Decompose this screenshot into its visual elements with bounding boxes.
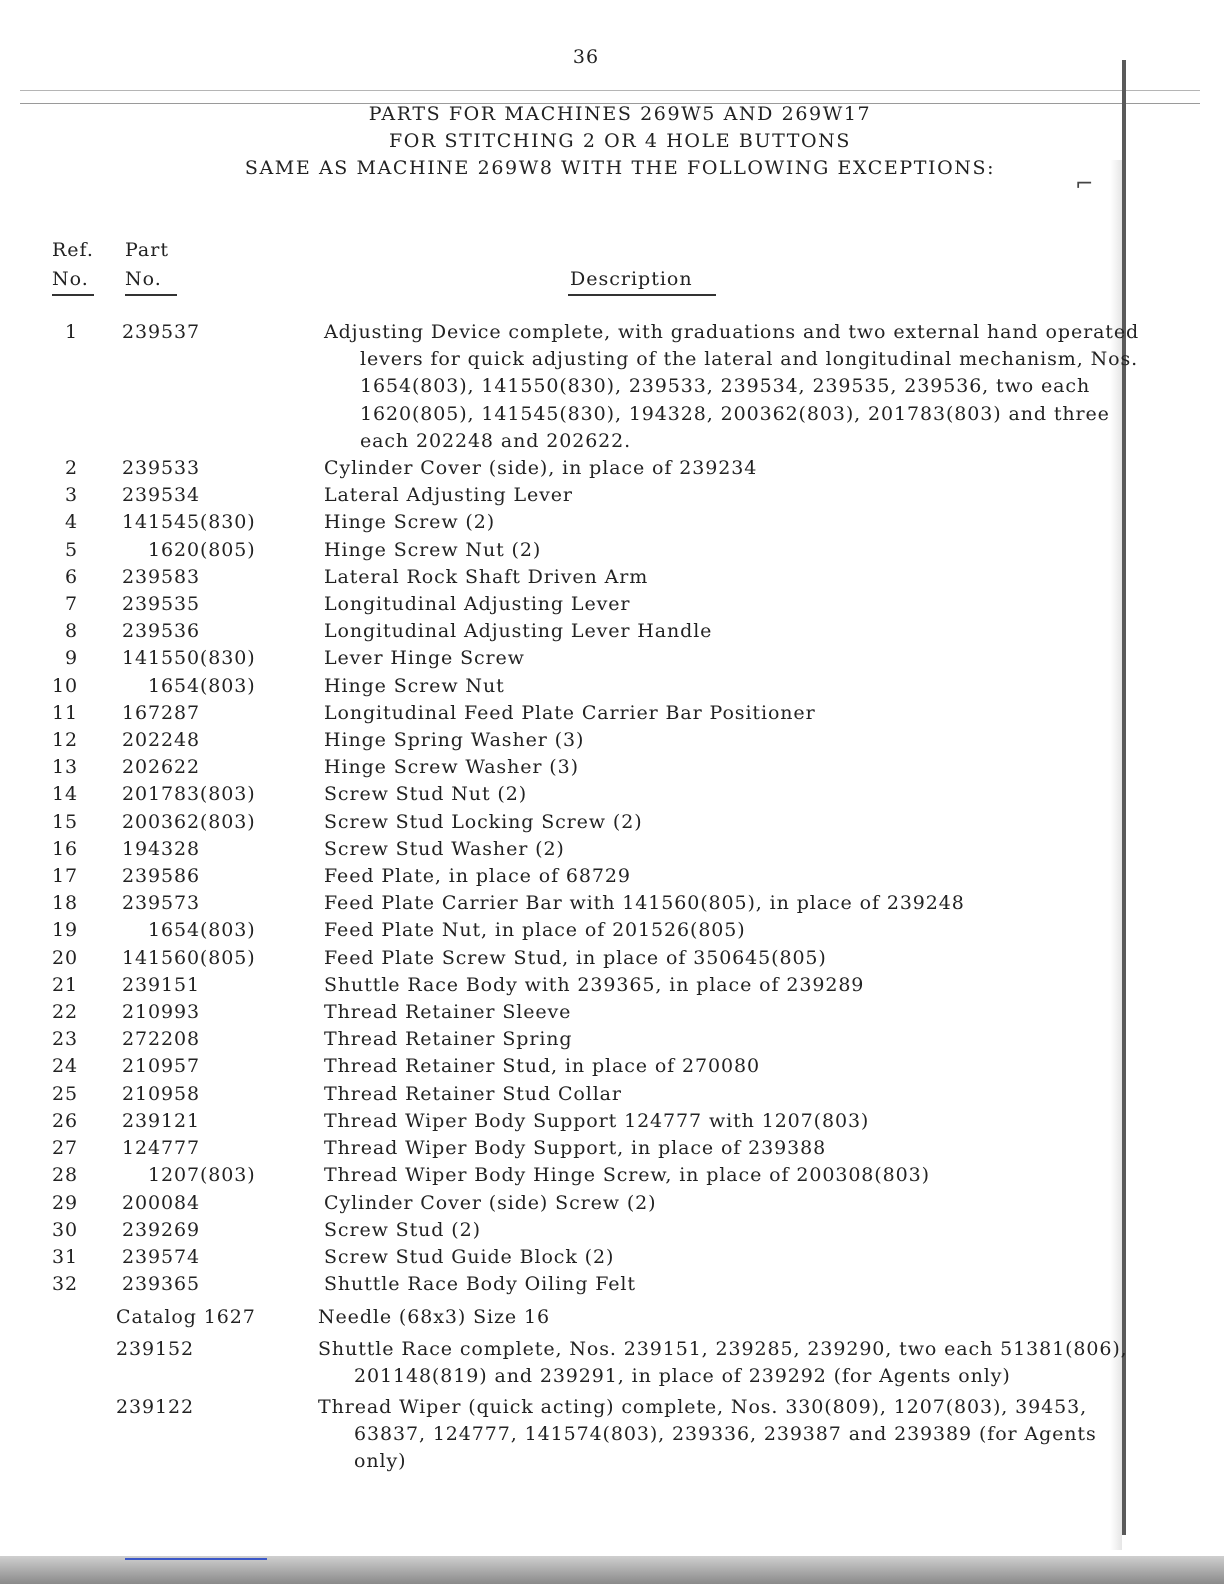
part-description: Thread Retainer Stud, in place of 270080: [324, 1055, 760, 1078]
ref-number: 3: [65, 484, 78, 507]
part-number: 239269: [122, 1218, 200, 1241]
ref-number: 30: [52, 1218, 78, 1241]
table-row: [0, 482, 1224, 509]
ref-header-underline: [52, 294, 94, 296]
table-row: [0, 945, 1224, 972]
part-number: 167287: [122, 701, 200, 724]
part-number: 239365: [122, 1273, 200, 1296]
part-description: Cylinder Cover (side), in place of 239234: [324, 457, 758, 480]
part-description: Hinge Screw Nut (2): [324, 538, 542, 561]
part-number: 239122: [116, 1395, 194, 1418]
part-number: 202622: [122, 756, 200, 779]
part-description: Feed Plate Carrier Bar with 141560(805), in place of 239248: [324, 892, 965, 915]
table-row: [0, 1190, 1224, 1217]
part-description: Thread Retainer Sleeve: [324, 1001, 572, 1024]
table-row: [0, 645, 1224, 672]
title-line-3: SAME AS MACHINE 269W8 WITH THE FOLLOWING EXCEPTIONS:: [244, 157, 996, 179]
ref-number: 4: [65, 511, 78, 534]
page-number: 36: [572, 46, 600, 68]
ref-number: 13: [52, 756, 78, 779]
table-row: [0, 972, 1224, 999]
part-number: 201783(803): [122, 783, 256, 806]
page-edge-bottom: [0, 1556, 1224, 1584]
table-row: [0, 1244, 1224, 1271]
part-description: Shuttle Race complete, Nos. 239151, 239285, 239290, two each 51381(806), 201148(819) and 239291, in place of 239292 (for Agents only): [318, 1337, 1128, 1387]
ref-number: 21: [52, 973, 78, 996]
part-number: 141550(830): [122, 647, 256, 670]
ref-number-empty: [0, 1336, 78, 1390]
ref-number: 9: [65, 647, 78, 670]
part-number: 239586: [122, 865, 200, 888]
part-number: 239536: [122, 620, 200, 643]
part-description: Cylinder Cover (side) Screw (2): [324, 1191, 657, 1214]
part-description: Thread Wiper Body Support, in place of 239388: [324, 1137, 827, 1160]
ref-number: 11: [52, 701, 78, 724]
part-number: 239534: [122, 484, 200, 507]
part-description: Hinge Spring Washer (3): [324, 729, 585, 752]
ref-number: 25: [52, 1082, 78, 1105]
part-number: 239537: [122, 321, 200, 343]
part-number: 239151: [122, 973, 200, 996]
ref-number: 23: [52, 1028, 78, 1051]
part-description: Hinge Screw Nut: [324, 674, 505, 697]
table-row: [0, 700, 1224, 727]
part-description: Screw Stud (2): [324, 1218, 481, 1241]
ref-number: 17: [52, 865, 78, 888]
part-description: Lever Hinge Screw: [324, 647, 525, 670]
part-description: Screw Stud Guide Block (2): [324, 1245, 615, 1268]
table-row: [0, 1217, 1224, 1244]
part-number: 239583: [122, 565, 200, 588]
part-number: 1620(805): [148, 538, 256, 561]
table-row: [0, 754, 1224, 781]
part-description: Feed Plate, in place of 68729: [324, 865, 631, 888]
table-row: [0, 917, 1224, 944]
ref-number: 6: [65, 565, 78, 588]
part-header-line2: No.: [125, 268, 162, 290]
part-description: Screw Stud Locking Screw (2): [324, 810, 643, 833]
ref-number: 28: [52, 1164, 78, 1187]
part-description: Hinge Screw Washer (3): [324, 756, 579, 779]
ref-number: 32: [52, 1273, 78, 1296]
part-description: Feed Plate Screw Stud, in place of 350645(805): [324, 946, 827, 969]
part-description: Shuttle Race Body Oiling Felt: [324, 1273, 636, 1296]
description-header-underline: [568, 294, 716, 296]
table-row: [0, 836, 1224, 863]
part-number: 200362(803): [122, 810, 256, 833]
ref-number: 10: [52, 674, 78, 697]
part-number: 239574: [122, 1245, 200, 1268]
part-description: Hinge Screw (2): [324, 511, 496, 534]
part-description: Shuttle Race Body with 239365, in place of 239289: [324, 973, 865, 996]
part-number: 210993: [122, 1001, 200, 1024]
part-number: 200084: [122, 1191, 200, 1214]
ref-number: 20: [52, 946, 78, 969]
table-row-extra: [0, 1304, 1224, 1331]
part-description: Thread Wiper Body Support 124777 with 1207(803): [324, 1109, 870, 1132]
table-row: [0, 1135, 1224, 1162]
table-row: [0, 673, 1224, 700]
ref-number: 27: [52, 1137, 78, 1160]
table-row-extra: [0, 1394, 1224, 1476]
table-row: [0, 809, 1224, 836]
ref-number: 1: [65, 321, 78, 343]
ref-number: 14: [52, 783, 78, 806]
part-number: 239533: [122, 457, 200, 480]
part-number: 210958: [122, 1082, 200, 1105]
part-description: Thread Retainer Stud Collar: [324, 1082, 622, 1105]
part-description: Lateral Rock Shaft Driven Arm: [324, 565, 649, 588]
table-row: [0, 890, 1224, 917]
table-row: [0, 1271, 1224, 1298]
table-row: [0, 455, 1224, 482]
ref-number: 29: [52, 1191, 78, 1214]
table-row: [0, 1053, 1224, 1080]
table-row: [0, 1026, 1224, 1053]
part-description: Longitudinal Adjusting Lever: [324, 593, 631, 616]
ref-number-empty: [0, 1394, 78, 1476]
ref-header-line2: No.: [52, 268, 89, 290]
part-number: 194328: [122, 837, 200, 860]
ref-number: 7: [65, 593, 78, 616]
title-line-2: FOR STITCHING 2 OR 4 HOLE BUTTONS: [389, 130, 851, 152]
table-row: [0, 509, 1224, 536]
ref-number-empty: [0, 1304, 78, 1331]
table-row: [0, 781, 1224, 808]
part-description: Screw Stud Nut (2): [324, 783, 528, 806]
ref-header-line1: Ref.: [52, 239, 94, 261]
bottom-link-line: [125, 1558, 267, 1560]
part-number: 1654(803): [148, 674, 256, 697]
ref-number: 16: [52, 837, 78, 860]
part-number: 210957: [122, 1055, 200, 1078]
part-description: Thread Retainer Spring: [324, 1028, 573, 1051]
parts-table: [0, 319, 1224, 1476]
ref-number: 5: [65, 538, 78, 561]
description-header: Description: [570, 268, 693, 290]
part-description: Adjusting Device complete, with graduations and two external hand operated levers for quick adjusting of the lateral and longitudinal mechanism, Nos. 1654(803), 141550(830), 239533, 239534, 239535, 239536, two each 1620(805), 141545(830), 194328, 200362(803), 201783(803) and three each 202248 and 202622.: [324, 321, 1140, 452]
title-line-1: PARTS FOR MACHINES 269W5 AND 269W17: [368, 103, 872, 125]
part-header-underline: [125, 294, 177, 296]
part-number: 1654(803): [148, 919, 256, 942]
part-description: Needle (68x3) Size 16: [318, 1306, 550, 1329]
part-number: 141560(805): [122, 946, 256, 969]
part-number: 239573: [122, 892, 200, 915]
part-number: 239121: [122, 1109, 200, 1132]
part-number: Catalog 1627: [116, 1306, 256, 1329]
table-row: [0, 537, 1224, 564]
table-row: [0, 1081, 1224, 1108]
table-row-extra: [0, 1336, 1224, 1390]
part-number: 272208: [122, 1028, 200, 1051]
part-description: Longitudinal Adjusting Lever Handle: [324, 620, 713, 643]
part-header-line1: Part: [125, 239, 169, 261]
ref-number: 18: [52, 892, 78, 915]
part-number: 1207(803): [148, 1164, 256, 1187]
part-number: 124777: [122, 1137, 200, 1160]
table-row: [0, 618, 1224, 645]
table-row: [0, 319, 1224, 455]
table-row: [0, 727, 1224, 754]
table-row: [0, 1108, 1224, 1135]
part-description: Screw Stud Washer (2): [324, 837, 565, 860]
ref-number: 19: [52, 919, 78, 942]
scan-rule-top: [20, 90, 1200, 91]
part-description: Thread Wiper Body Hinge Screw, in place of 200308(803): [324, 1164, 930, 1187]
table-row: [0, 999, 1224, 1026]
table-row: [0, 1162, 1224, 1189]
part-number: 239152: [116, 1337, 194, 1360]
table-row: [0, 591, 1224, 618]
part-number: 202248: [122, 729, 200, 752]
scan-artifact-mark: ⌐: [1075, 172, 1094, 197]
part-description: Thread Wiper (quick acting) complete, Nos. 330(809), 1207(803), 39453, 63837, 124777, 141574(803), 239336, 239387 and 239389 (for Agents only): [318, 1395, 1097, 1473]
ref-number: 26: [52, 1109, 78, 1132]
ref-number: 24: [52, 1055, 78, 1078]
ref-number: 15: [52, 810, 78, 833]
ref-number: 31: [52, 1245, 78, 1268]
ref-number: 22: [52, 1001, 78, 1024]
ref-number: 8: [65, 620, 78, 643]
part-number: 141545(830): [122, 511, 256, 534]
table-row: [0, 863, 1224, 890]
part-description: Feed Plate Nut, in place of 201526(805): [324, 919, 746, 942]
ref-number: 2: [65, 457, 78, 480]
part-description: Longitudinal Feed Plate Carrier Bar Positioner: [324, 701, 816, 724]
part-number: 239535: [122, 593, 200, 616]
part-description: Lateral Adjusting Lever: [324, 484, 573, 507]
ref-number: 12: [52, 729, 78, 752]
table-row: [0, 564, 1224, 591]
